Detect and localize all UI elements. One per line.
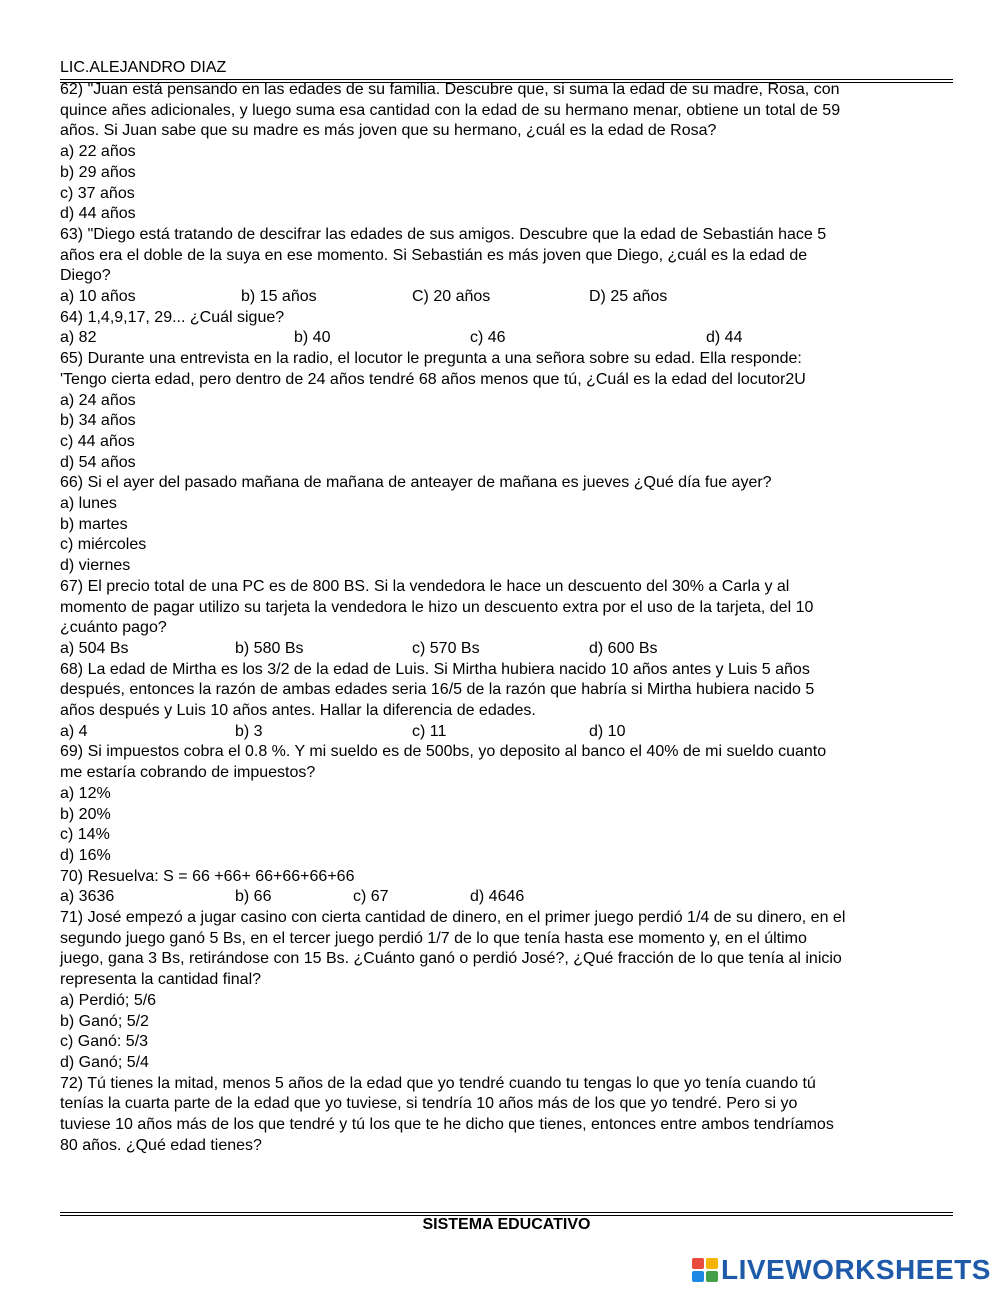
- question-text: 70) Resuelva: S = 66 +66+ 66+66+66+66: [60, 867, 355, 885]
- question-text: tenías la cuarta parte de la edad que yo tuviese, si tendría 10 años más de los que yo tendré. Pero si yo: [60, 1095, 798, 1113]
- question-text: años. Si Juan sabe que su madre es más joven que su hermano, ¿cuál es la edad de Rosa?: [60, 122, 717, 140]
- answer-option[interactable]: d) 44 años: [60, 205, 136, 223]
- answer-option[interactable]: c) Ganó: 5/3: [60, 1033, 149, 1051]
- answer-option[interactable]: a) 504 Bs: [60, 639, 129, 657]
- answer-options-row: [60, 287, 953, 308]
- question-71: [60, 908, 953, 1074]
- question-text: quince añes adicionales, y luego suma esa cantidad con la edad de su hermano menar, obtiene un total de 59: [60, 101, 841, 119]
- answer-option[interactable]: c) miércoles: [60, 536, 147, 554]
- question-64: [60, 308, 953, 349]
- answer-option[interactable]: a) lunes: [60, 495, 117, 513]
- question-list: [60, 80, 953, 1156]
- answer-option[interactable]: b) 40: [294, 329, 331, 347]
- question-text: segundo juego ganó 5 Bs, en el tercer juego perdió 1/7 de lo que tenía hasta ese momento y, en el último: [60, 929, 807, 947]
- answer-option[interactable]: b) 66: [235, 888, 272, 906]
- question-text: Diego?: [60, 267, 111, 285]
- question-text: 64) 1,4,9,17, 29... ¿Cuál sigue?: [60, 308, 285, 326]
- answer-option[interactable]: D) 25 años: [589, 288, 668, 306]
- question-text: momento de pagar utilizo su tarjeta la vendedora le hizo un descuento extra por el uso de la tarjeta, del 10: [60, 598, 814, 616]
- answer-option[interactable]: d) 4646: [470, 888, 525, 906]
- answer-option[interactable]: d) Ganó; 5/4: [60, 1053, 149, 1071]
- question-text: ¿cuánto pago?: [60, 619, 167, 637]
- question-text: representa la cantidad final?: [60, 971, 262, 989]
- answer-option[interactable]: a) 24 años: [60, 391, 136, 409]
- answer-options-row: [60, 887, 953, 908]
- answer-option[interactable]: b) 580 Bs: [235, 639, 304, 657]
- answer-option[interactable]: c) 14%: [60, 826, 110, 844]
- question-text: 72) Tú tienes la mitad, menos 5 años de la edad que yo tendré cuando tu tengas lo que yo tenía cuando tú: [60, 1074, 816, 1092]
- answer-option[interactable]: a) 12%: [60, 784, 111, 802]
- answer-option[interactable]: d) 10: [589, 722, 626, 740]
- answer-options-row: [60, 722, 953, 743]
- answer-option[interactable]: b) Ganó; 5/2: [60, 1012, 149, 1030]
- question-text: 'Tengo cierta edad, pero dentro de 24 años tendré 68 años menos que tú, ¿Cuál es la edad del locutor2U: [60, 370, 806, 388]
- answer-option[interactable]: b) 20%: [60, 805, 111, 823]
- page-header: [60, 58, 953, 78]
- answer-option[interactable]: c) 44 años: [60, 432, 135, 450]
- answer-option[interactable]: b) 15 años: [241, 288, 317, 306]
- question-text: 80 años. ¿Qué edad tienes?: [60, 1136, 262, 1154]
- answer-option[interactable]: d) 54 años: [60, 453, 136, 471]
- question-text: 69) Si impuestos cobra el 0.8 %. Y mi sueldo es de 500bs, yo deposito al banco el 40% de mi sueldo cuanto: [60, 743, 827, 761]
- author-name: LIC.ALEJANDRO DIAZ: [60, 59, 227, 76]
- answer-option[interactable]: a) 4: [60, 722, 88, 740]
- question-text: 71) José empezó a jugar casino con cierta cantidad de dinero, en el primer juego perdió 1/4 de su dinero, en el: [60, 909, 846, 927]
- question-text: juego, gana 3 Bs, retirándose con 15 Bs. ¿Cuánto ganó o perdió José?, ¿Qué fracción de lo que tenía al inicio: [60, 950, 842, 968]
- question-text: años era el doble de la suya en ese momento. Si Sebastián es más joven que Diego, ¿cuál es la edad de: [60, 246, 808, 264]
- question-62: [60, 80, 953, 225]
- answer-option[interactable]: a) 3636: [60, 888, 115, 906]
- question-text: después, entonces la razón de ambas edades seria 16/5 de la razón que habría si Mirtha hubiera nacido 5: [60, 681, 815, 699]
- question-text: 66) Si el ayer del pasado mañana de mañana de anteayer de mañana es jueves ¿Qué día fue ayer?: [60, 474, 772, 492]
- answer-option[interactable]: d) viernes: [60, 557, 131, 575]
- answer-option[interactable]: b) 3: [235, 722, 263, 740]
- question-70: [60, 867, 953, 908]
- question-72: [60, 1074, 953, 1157]
- answer-option[interactable]: b) 29 años: [60, 163, 136, 181]
- question-text: me estaría cobrando de impuestos?: [60, 764, 316, 782]
- answer-option[interactable]: a) Perdió; 5/6: [60, 991, 157, 1009]
- question-63: [60, 225, 953, 308]
- question-text: 63) "Diego está tratando de descifrar las edades de sus amigos. Descubre que la edad de Sebastián hace 5: [60, 225, 827, 243]
- answer-option[interactable]: d) 600 Bs: [589, 639, 658, 657]
- answer-option[interactable]: c) 46: [470, 329, 506, 347]
- question-68: [60, 660, 953, 743]
- liveworksheets-brand: [692, 1256, 991, 1284]
- answer-option[interactable]: c) 11: [412, 722, 447, 740]
- answer-option[interactable]: a) 82: [60, 329, 97, 347]
- question-66: [60, 473, 953, 577]
- question-text: 62) "Juan está pensando en las edades de su familia. Descubre que, si suma la edad de su madre, Rosa, con: [60, 81, 840, 98]
- question-67: [60, 577, 953, 660]
- answer-option[interactable]: a) 22 años: [60, 143, 136, 161]
- answer-option[interactable]: d) 16%: [60, 846, 111, 864]
- footer-label: SISTEMA EDUCATIVO: [422, 1216, 591, 1233]
- question-text: 67) El precio total de una PC es de 800 BS. Si la vendedora le hace un descuento del 30% a Carla y al: [60, 577, 790, 595]
- answer-options-row: [60, 639, 953, 660]
- question-65: [60, 349, 953, 473]
- question-text: 65) Durante una entrevista en la radio, el locutor le pregunta a una señora sobre su edad. Ella responde:: [60, 350, 802, 368]
- answer-option[interactable]: c) 37 años: [60, 184, 135, 202]
- answer-option[interactable]: c) 570 Bs: [412, 639, 480, 657]
- answer-option[interactable]: b) martes: [60, 515, 128, 533]
- answer-options-row: [60, 328, 953, 349]
- liveworksheets-logo-icon: [692, 1258, 718, 1282]
- answer-option[interactable]: a) 10 años: [60, 288, 136, 306]
- question-text: años después y Luis 10 años antes. Hallar la diferencia de edades.: [60, 702, 536, 720]
- answer-option[interactable]: c) 67: [353, 888, 389, 906]
- answer-option[interactable]: d) 44: [706, 329, 743, 347]
- answer-option[interactable]: C) 20 años: [412, 288, 491, 306]
- question-text: 68) La edad de Mirtha es los 3/2 de la edad de Luis. Si Mirtha hubiera nacido 10 años antes y Luis 5 años: [60, 660, 810, 678]
- question-text: tuviese 10 años más de los que tendré y tú los que te he dicho que tienes, entonces entre ambos tendríamos: [60, 1116, 834, 1134]
- answer-option[interactable]: b) 34 años: [60, 412, 136, 430]
- brand-name: LIVEWORKSHEETS: [721, 1254, 991, 1285]
- question-69: [60, 742, 953, 866]
